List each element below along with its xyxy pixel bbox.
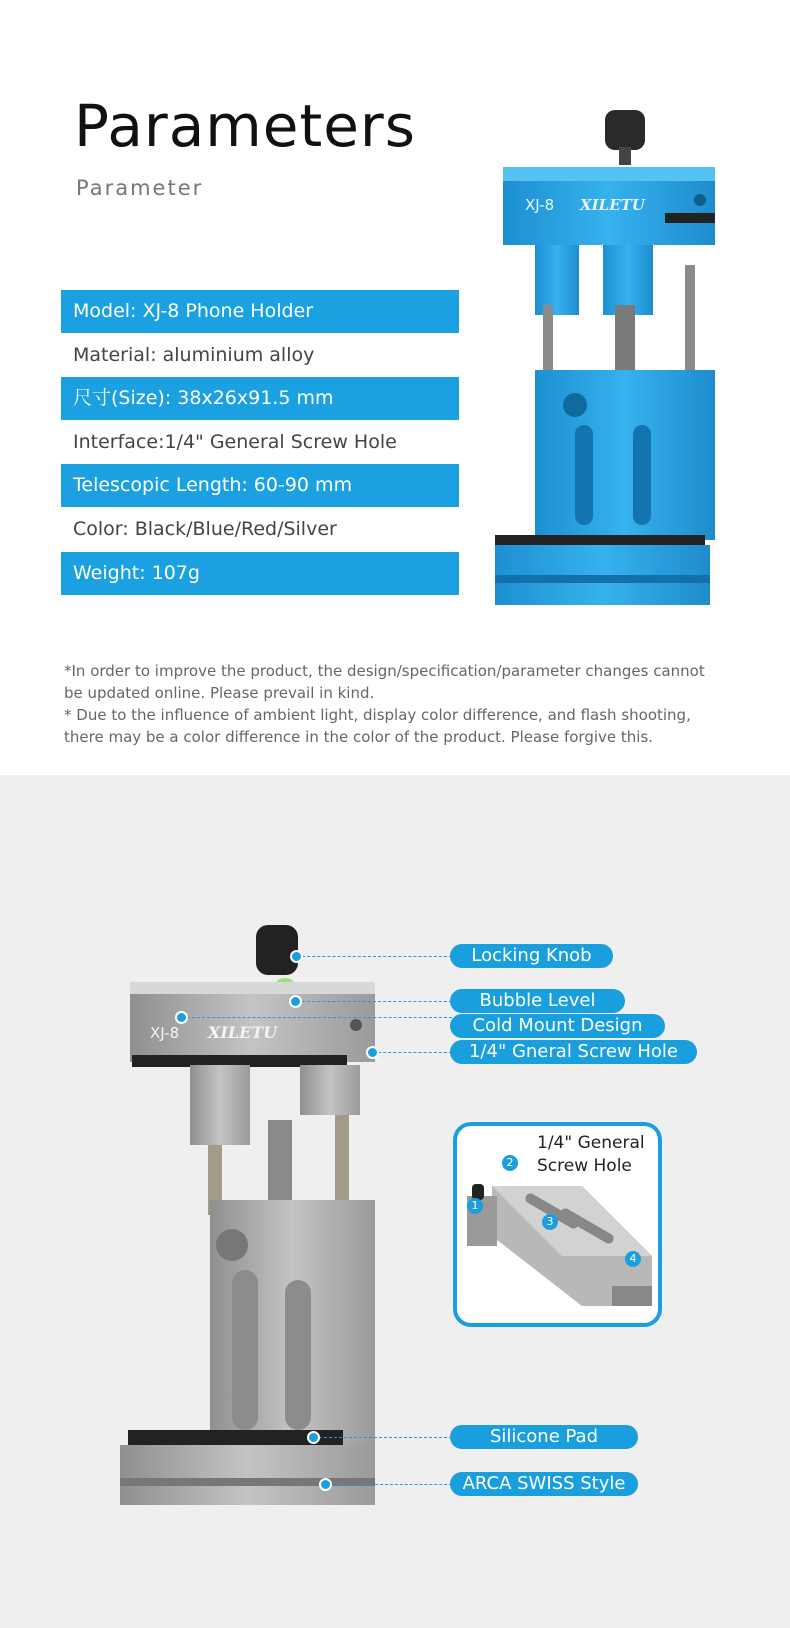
product-bottom-brand-mark: XILETU (208, 1023, 278, 1042)
callout-locking-knob: Locking Knob (450, 944, 613, 968)
spec-row-weight: Weight: 107g (61, 552, 459, 595)
product-bottom-model-mark: XJ-8 (150, 1024, 180, 1042)
callout-silicone-pad: Silicone Pad (450, 1425, 638, 1449)
note-2: * Due to the influence of ambient light, display color difference, and flash shooting, there may be a color difference in the color of the product. Please forgive this. (64, 706, 691, 746)
spec-row-interface: Interface:1/4" General Screw Hole (73, 431, 397, 453)
parameters-section (0, 0, 790, 775)
callout-dot-locking-knob (290, 950, 303, 963)
callout-dot-cold-mount (175, 1011, 188, 1024)
spec-row-material: Material: aluminium alloy (73, 344, 315, 366)
callout-screw-hole: 1/4" Gneral Screw Hole (450, 1040, 697, 1064)
spec-row-telescopic-length: Telescopic Length: 60-90 mm (61, 464, 459, 507)
page-subtitle: Parameter (76, 176, 204, 200)
product-image-blue (495, 105, 720, 625)
callout-line-arca-swiss (326, 1484, 452, 1485)
inset-marker-3: 3 (542, 1214, 558, 1230)
callout-line-silicone-pad (314, 1437, 452, 1438)
callout-line-cold-mount (182, 1017, 452, 1018)
page-title: Parameters (74, 92, 416, 160)
inset-caption-line-2: Screw Hole (537, 1156, 632, 1176)
callout-dot-screw-hole (366, 1046, 379, 1059)
callout-line-locking-knob (297, 956, 452, 957)
inset-marker-2: 2 (502, 1155, 518, 1171)
callout-line-screw-hole (373, 1052, 452, 1053)
spec-row-size: 尺寸(Size): 38x26x91.5 mm (61, 377, 459, 420)
callout-bubble-level: Bubble Level (450, 989, 625, 1013)
product-top-model-mark: XJ-8 (525, 196, 555, 214)
callout-line-bubble-level (297, 1001, 452, 1002)
callout-dot-bubble-level (289, 995, 302, 1008)
callout-cold-mount-design: Cold Mount Design (450, 1014, 665, 1038)
callout-dot-silicone-pad (307, 1431, 320, 1444)
inset-marker-4: 4 (625, 1251, 641, 1267)
callout-arca-swiss-style: ARCA SWISS Style (450, 1472, 638, 1496)
inset-marker-1: 1 (467, 1198, 483, 1214)
inset-product-image (462, 1166, 652, 1316)
inset-detail-box (453, 1122, 662, 1327)
inset-caption-line-1: 1/4" General (537, 1133, 645, 1153)
spec-row-color: Color: Black/Blue/Red/Silver (73, 518, 337, 540)
note-1: *In order to improve the product, the design/specification/parameter changes cannot be updated online. Please prevail in kind. (64, 662, 705, 702)
features-section (0, 775, 790, 1628)
product-top-brand-mark: XILETU (580, 196, 645, 214)
product-image-silver (120, 920, 390, 1510)
disclaimer-notes (64, 660, 724, 748)
callout-dot-arca-swiss (319, 1478, 332, 1491)
spec-row-model: Model: XJ-8 Phone Holder (61, 290, 459, 333)
